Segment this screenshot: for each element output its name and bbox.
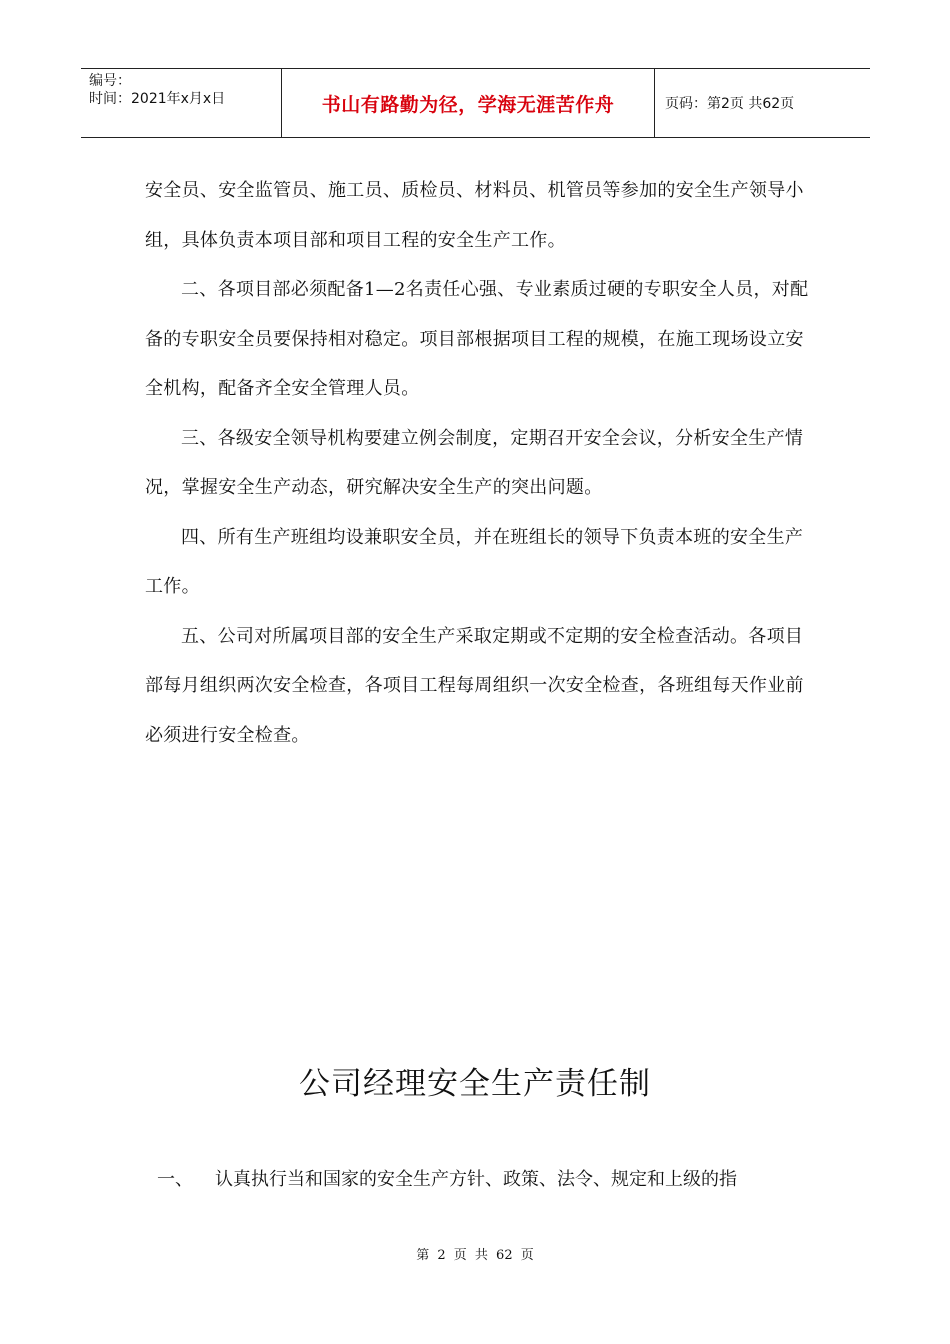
body-text <box>145 166 810 760</box>
paragraph: 二、各项目部必须配备1—2名责任心强、专业素质过硬的专职安全人员，对配备的专职安全员要保持相对稳定。项目部根据项目工程的规模，在施工现场设立安全机构，配备齐全安全管理人员。 <box>145 279 809 399</box>
list-item <box>157 1162 817 1198</box>
list-item-text: 认真执行当和国家的安全生产方针、政策、法令、规定和上级的指 <box>215 1169 737 1190</box>
page-header <box>81 68 870 138</box>
page-footer: 第 2 页 共 62 页 <box>416 1248 534 1263</box>
document-number-label: 编号： <box>89 73 131 89</box>
paragraph: 安全员、安全监管员、施工员、质检员、材料员、机管员等参加的安全生产领导小组，具体负责本项目部和项目工程的安全生产工作。 <box>145 180 804 251</box>
list-item-number: 一、 <box>157 1169 193 1190</box>
header-motto: 书山有路勤为径，学海无涯苦作舟 <box>282 69 655 137</box>
paragraph: 五、公司对所属项目部的安全生产采取定期或不定期的安全检查活动。各项目部每月组织两次安全检查，各项目工程每周组织一次安全检查，各班组每天作业前必须进行安全检查。 <box>145 625 804 746</box>
paragraph: 四、所有生产班组均设兼职安全员，并在班组长的领导下负责本班的安全生产工作。 <box>145 526 804 597</box>
header-meta <box>81 69 282 137</box>
document-time-label: 时间：2021年x月x日 <box>89 91 226 107</box>
paragraph: 三、各级安全领导机构要建立例会制度，定期召开安全会议，分析安全生产情况，掌握安全生产动态，研究解决安全生产的突出问题。 <box>145 427 804 498</box>
header-page-info: 页码：第2页 共62页 <box>665 96 795 112</box>
section-title: 公司经理安全生产责任制 <box>299 1066 651 1102</box>
